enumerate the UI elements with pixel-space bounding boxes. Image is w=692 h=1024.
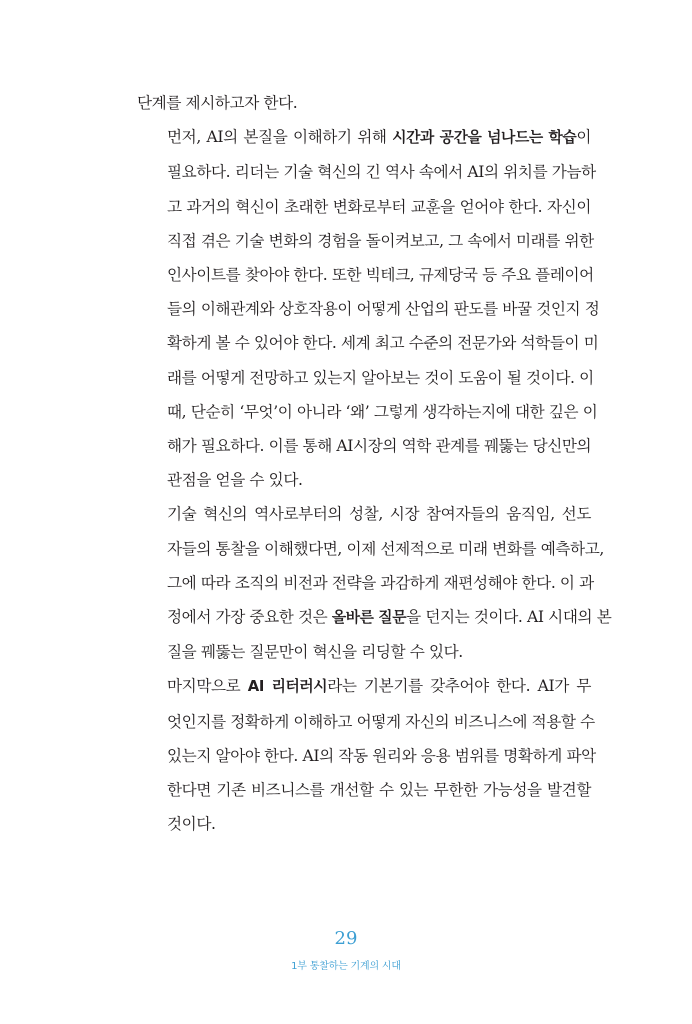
text-line: 한다면 기존 비즈니스를 개선할 수 있는 무한한 가능성을 발견할 bbox=[167, 781, 591, 800]
emphasis-text: 올바른 질문 bbox=[331, 609, 407, 627]
text-line: 있는지 알아야 한다. AI의 작동 원리와 응용 범위를 명확하게 파악 bbox=[167, 746, 596, 765]
text-line: 직접 겪은 기술 변화의 경험을 돌이켜보고, 그 속에서 미래를 위한 bbox=[167, 231, 594, 250]
paragraph bbox=[137, 497, 612, 669]
text-line bbox=[167, 600, 612, 635]
text-run: 마지막으로 bbox=[167, 677, 248, 696]
text-line: 들의 이해관계와 상호작용이 어떻게 산업의 판도를 바꿀 것인지 정 bbox=[167, 300, 600, 319]
text-line bbox=[167, 120, 591, 155]
text-line: 그에 따라 조직의 비전과 전략을 과감하게 재편성해야 한다. 이 과 bbox=[167, 573, 594, 592]
text-line bbox=[167, 669, 591, 704]
paragraph bbox=[137, 120, 600, 497]
body-text bbox=[137, 86, 612, 841]
text-line: 해가 필요하다. 이를 통해 AI시장의 역학 관계를 꿰뚫는 당신만의 bbox=[167, 437, 592, 456]
text-line: 확하게 볼 수 있어야 한다. 세계 최고 수준의 전문가와 석학들이 미 bbox=[167, 334, 599, 353]
text-line: 래를 어떻게 전망하고 있는지 알아보는 것이 도움이 될 것이다. 이 bbox=[167, 368, 594, 387]
paragraph bbox=[137, 669, 596, 841]
text-run: 먼저, AI의 본질을 이해하기 위해 bbox=[167, 128, 393, 147]
page-number: 29 bbox=[334, 928, 358, 949]
text-line: 질을 꿰뚫는 질문만이 혁신을 리딩할 수 있다. bbox=[167, 643, 463, 662]
emphasis-text: AI 리터러시 bbox=[247, 678, 328, 696]
text-run: 을 던지는 것이다. AI 시대의 본 bbox=[406, 608, 612, 627]
text-run: 정에서 가장 중요한 것은 bbox=[167, 608, 332, 627]
paragraph bbox=[137, 86, 591, 120]
text-line: 관점을 얻을 수 있다. bbox=[167, 471, 303, 490]
text-line: 단계를 제시하고자 한다. bbox=[137, 94, 298, 112]
text-line: 기술 혁신의 역사로부터의 성찰, 시장 참여자들의 움직임, 선도 bbox=[167, 505, 591, 524]
text-line: 고 과거의 혁신이 초래한 변화로부터 교훈을 얻어야 한다. 자신이 bbox=[167, 197, 591, 216]
text-line: 것이다. bbox=[167, 815, 216, 834]
emphasis-text: 시간과 공간을 넘나드는 학습 bbox=[392, 129, 577, 147]
running-footer: 1부 통찰하는 기계의 시대 bbox=[291, 961, 401, 972]
text-line: 필요하다. 리더는 기술 혁신의 긴 역사 속에서 AI의 위치를 가늠하 bbox=[167, 163, 596, 182]
text-run: 라는 기본기를 갖추어야 한다. AI가 무 bbox=[327, 677, 592, 696]
text-line: 엇인지를 정확하게 이해하고 어떻게 자신의 비즈니스에 적용할 수 bbox=[167, 712, 595, 731]
text-line: 인사이트를 찾아야 한다. 또한 빅테크, 규제당국 등 주요 플레이어 bbox=[167, 266, 594, 285]
text-line: 자들의 통찰을 이해했다면, 이제 선제적으로 미래 변화를 예측하고, bbox=[167, 539, 604, 558]
text-run: 이 bbox=[576, 128, 591, 147]
text-line: 때, 단순히 ‘무엇’이 아니라 ‘왜’ 그렇게 생각하는지에 대한 깊은 이 bbox=[167, 402, 598, 421]
